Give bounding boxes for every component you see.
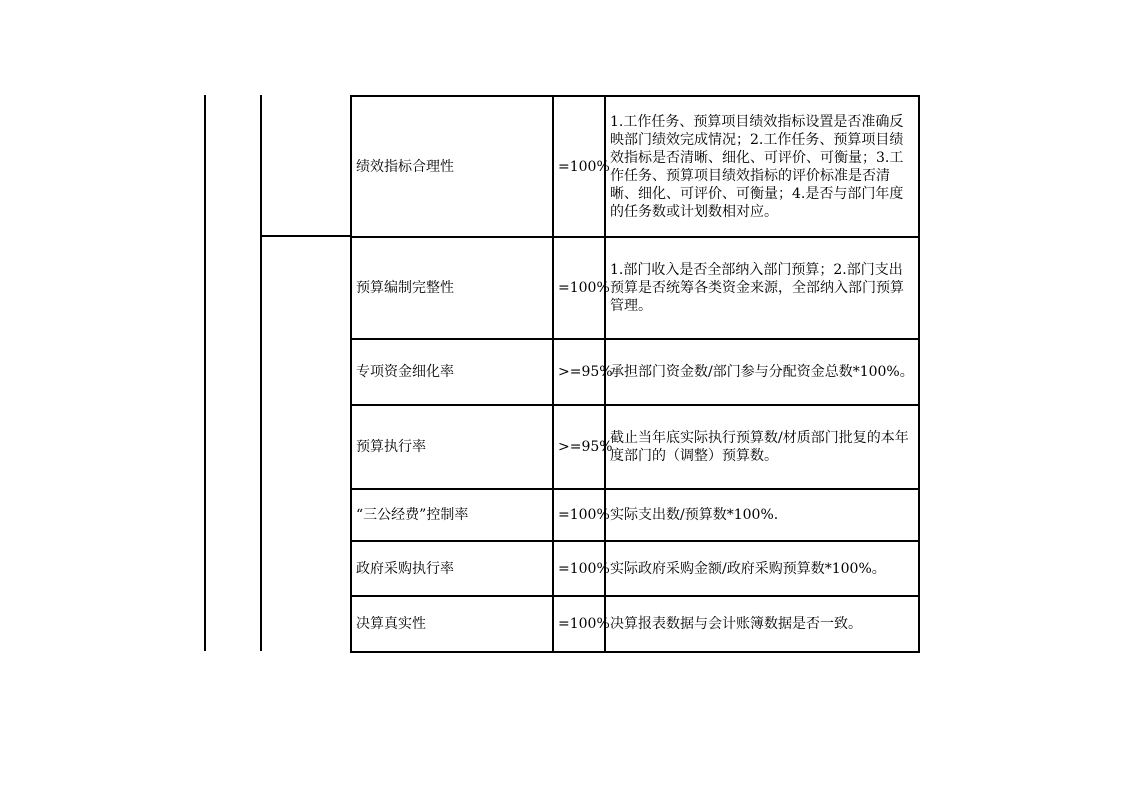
indicator-target: =100%: [553, 489, 605, 541]
indicator-target: >=95%: [553, 339, 605, 405]
indicator-name: 预算执行率: [351, 405, 553, 489]
indicator-target: =100%: [553, 596, 605, 652]
group-divider: [261, 235, 350, 237]
table-row: [351, 596, 919, 652]
table-row: [351, 237, 919, 339]
indicator-name: “三公经费”控制率: [351, 489, 553, 541]
second-column-border: [260, 95, 262, 651]
indicator-name: 绩效指标合理性: [351, 96, 553, 237]
indicator-name: 专项资金细化率: [351, 339, 553, 405]
indicator-target: =100%: [553, 96, 605, 237]
indicator-name: 政府采购执行率: [351, 541, 553, 596]
indicator-description: 1.工作任务、预算项目绩效指标设置是否准确反映部门绩效完成情况；2.工作任务、预算项目绩效指标是否清晰、细化、可评价、可衡量；3.工作任务、预算项目绩效指标的评价标准是否清晰、细化、可评价、可衡量；4.是否与部门年度的任务数或计划数相对应。: [605, 96, 919, 237]
indicator-target: =100%: [553, 541, 605, 596]
indicator-target: =100%: [553, 237, 605, 339]
indicator-description: 承担部门资金数/部门参与分配资金总数*100%。: [605, 339, 919, 405]
indicator-description: 截止当年底实际执行预算数/材质部门批复的本年度部门的（调整）预算数。: [605, 405, 919, 489]
table-row: [351, 489, 919, 541]
indicator-description: 决算报表数据与会计账簿数据是否一致。: [605, 596, 919, 652]
left-column-border: [204, 95, 206, 651]
indicator-description: 实际支出数/预算数*100%.: [605, 489, 919, 541]
table-row: [351, 96, 919, 237]
indicator-name: 预算编制完整性: [351, 237, 553, 339]
table-row: [351, 339, 919, 405]
indicator-description: 1.部门收入是否全部纳入部门预算；2.部门支出预算是否统筹各类资金来源，全部纳入部门预算管理。: [605, 237, 919, 339]
indicator-description: 实际政府采购金额/政府采购预算数*100%。: [605, 541, 919, 596]
table-row: [351, 405, 919, 489]
indicator-table: [350, 95, 920, 653]
table-row: [351, 541, 919, 596]
indicator-target: >=95%: [553, 405, 605, 489]
indicator-name: 决算真实性: [351, 596, 553, 652]
